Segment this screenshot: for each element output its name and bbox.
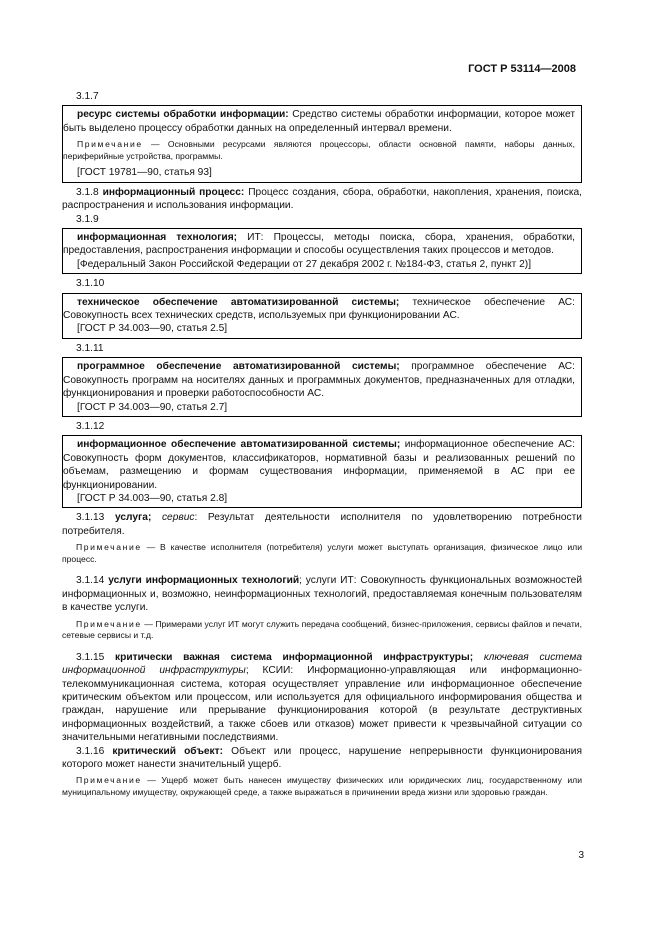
term-definition xyxy=(63,296,575,323)
definition: техническое обеспечение АС: Совокупность всех технических средств, используемых при функционировании АС. xyxy=(63,296,575,322)
source-reference: [ГОСТ Р 34.003—90, статья 2.8] xyxy=(77,492,228,504)
page-content xyxy=(62,90,582,803)
term-definition xyxy=(63,360,575,400)
clause-number: 3.1.12 xyxy=(76,420,105,432)
clause-number: 3.1.7 xyxy=(76,91,99,102)
note-label: Примечание xyxy=(76,542,142,553)
definition: ; КСИИ: Информационно-управляющая или информационно-телекоммуникационная система, которая осуществляет управление или информационное обеспечение критическим объектом или процессом, или используется для официального информирования общества и граждан, нарушение или прерывание функционирования которой (в результате деструктивных информационных воздействий, а также сбоев или отказов) может привести к чрезвычайной ситуации со значительными негативными последствиями. xyxy=(62,665,583,744)
term-definition-3-1-13 xyxy=(62,511,582,538)
term-definition-3-1-14 xyxy=(62,574,582,614)
clause-number: 3.1.13 xyxy=(76,512,115,524)
term-definition-3-1-15 xyxy=(62,651,582,745)
term: информационное обеспечение автоматизированной системы; xyxy=(77,439,401,451)
note xyxy=(62,619,582,642)
term-definition xyxy=(63,438,575,492)
source-reference: [ГОСТ Р 34.003—90, статья 2.5] xyxy=(77,323,228,335)
definition: : Результат деятельности исполнителя по удовлетворению потребности потребителя. xyxy=(62,512,582,537)
definition: Процесс создания, сбора, обработки, накопления, хранения, поиска, распространения и использования информации. xyxy=(62,186,582,212)
document-header: ГОСТ Р 53114—2008 xyxy=(468,63,576,75)
term-definition-3-1-16 xyxy=(62,745,582,772)
source-reference: [ГОСТ Р 34.003—90, статья 2.7] xyxy=(77,401,228,413)
definition: Объект или процесс, нарушение непрерывности функционирования которого может нанести значительный ущерб. xyxy=(62,745,583,770)
clause-number: 3.1.8 xyxy=(76,186,103,198)
term-box-3-1-11 xyxy=(62,357,582,417)
clause-number: 3.1.9 xyxy=(76,213,99,225)
definition: Средство системы обработки информации, которое может быть выделено процессу обработки данных на определенный интервал времени. xyxy=(63,109,575,134)
clause-number: 3.1.14 xyxy=(76,575,109,587)
term-alternative: сервис xyxy=(151,512,195,524)
term: ресурс системы обработки информации: xyxy=(77,109,289,121)
note-label: Примечание xyxy=(76,775,142,786)
term-box-3-1-9 xyxy=(62,228,582,274)
term: критический объект: xyxy=(112,745,224,757)
term-definition xyxy=(63,108,575,135)
term: услуга; xyxy=(114,512,152,524)
clause-number: 3.1.10 xyxy=(76,278,105,290)
term: информационная технология; xyxy=(77,232,238,244)
note-text: — Ущерб может быть нанесен имуществу физических или юридических лиц, государственному или муниципальному имуществу, окружающей среде, а также выражаться в причинении вреда жизни или здоровью граждан. xyxy=(62,775,582,797)
term: техническое обеспечение автоматизированной системы; xyxy=(77,296,400,308)
term-box-3-1-12 xyxy=(62,435,582,508)
page-number: 3 xyxy=(578,850,584,861)
definition: ИТ: Процессы, методы поиска, сбора, хранения, обработки, предоставления, распространения информации и способы осуществления таких процессов и методов. xyxy=(63,232,575,257)
note-text: — В качестве исполнителя (потребителя) услуги может выступать организация, физическое лицо или процесс. xyxy=(62,542,582,564)
term-definition xyxy=(63,231,575,258)
definition: информационное обеспечение АС: Совокупность форм документов, классификаторов, нормативной базы и реализованных решений по объемам, размещению и формам существования информации, применяемой в АС при ее функционировании. xyxy=(63,439,575,491)
note xyxy=(63,139,575,162)
term-alternative: ключевая система информационной инфраструктуры xyxy=(62,651,582,677)
term-box-3-1-7 xyxy=(62,105,582,182)
note-text: — Примерами услуг ИТ могут служить передача сообщений, бизнес-приложения, сервисы файлов и печати, сетевые сервисы и т.д. xyxy=(62,618,582,641)
note-label: Примечание xyxy=(76,618,142,629)
note-text: — Основными ресурсами являются процессоры, области основной памяти, наборы данных, периферийные устройства, программы. xyxy=(63,139,575,161)
term: услуги информационных технологий xyxy=(108,575,300,587)
term: критически важная система информационной инфраструктуры; xyxy=(115,651,474,663)
clause-number: 3.1.16 xyxy=(76,745,113,757)
term: информационный процесс: xyxy=(102,186,245,198)
term-box-3-1-10 xyxy=(62,293,582,339)
note-label: Примечание xyxy=(77,139,143,150)
term: программное обеспечение автоматизированной системы; xyxy=(77,361,400,373)
definition: программное обеспечение АС: Совокупность программ на носителях данных и программных документов, предназначенных для отладки, функционирования и проверки работоспособности АС. xyxy=(63,361,575,400)
term-definition-3-1-8 xyxy=(62,186,582,213)
note xyxy=(62,542,582,565)
source-reference: [ГОСТ 19781—90, статья 93] xyxy=(77,167,212,179)
source-reference: [Федеральный Закон Российской Федерации от 27 декабря 2002 г. №184-ФЗ, статья 2, пункт 2)] xyxy=(77,258,532,270)
clause-number: 3.1.15 xyxy=(76,651,116,663)
note xyxy=(62,775,582,798)
definition: ; услуги ИТ: Совокупность функциональных возможностей информационных и, возможно, неинформационных технологий, предоставляемая конечным пользователям в качестве услуги. xyxy=(62,575,583,614)
clause-number: 3.1.11 xyxy=(76,342,104,354)
